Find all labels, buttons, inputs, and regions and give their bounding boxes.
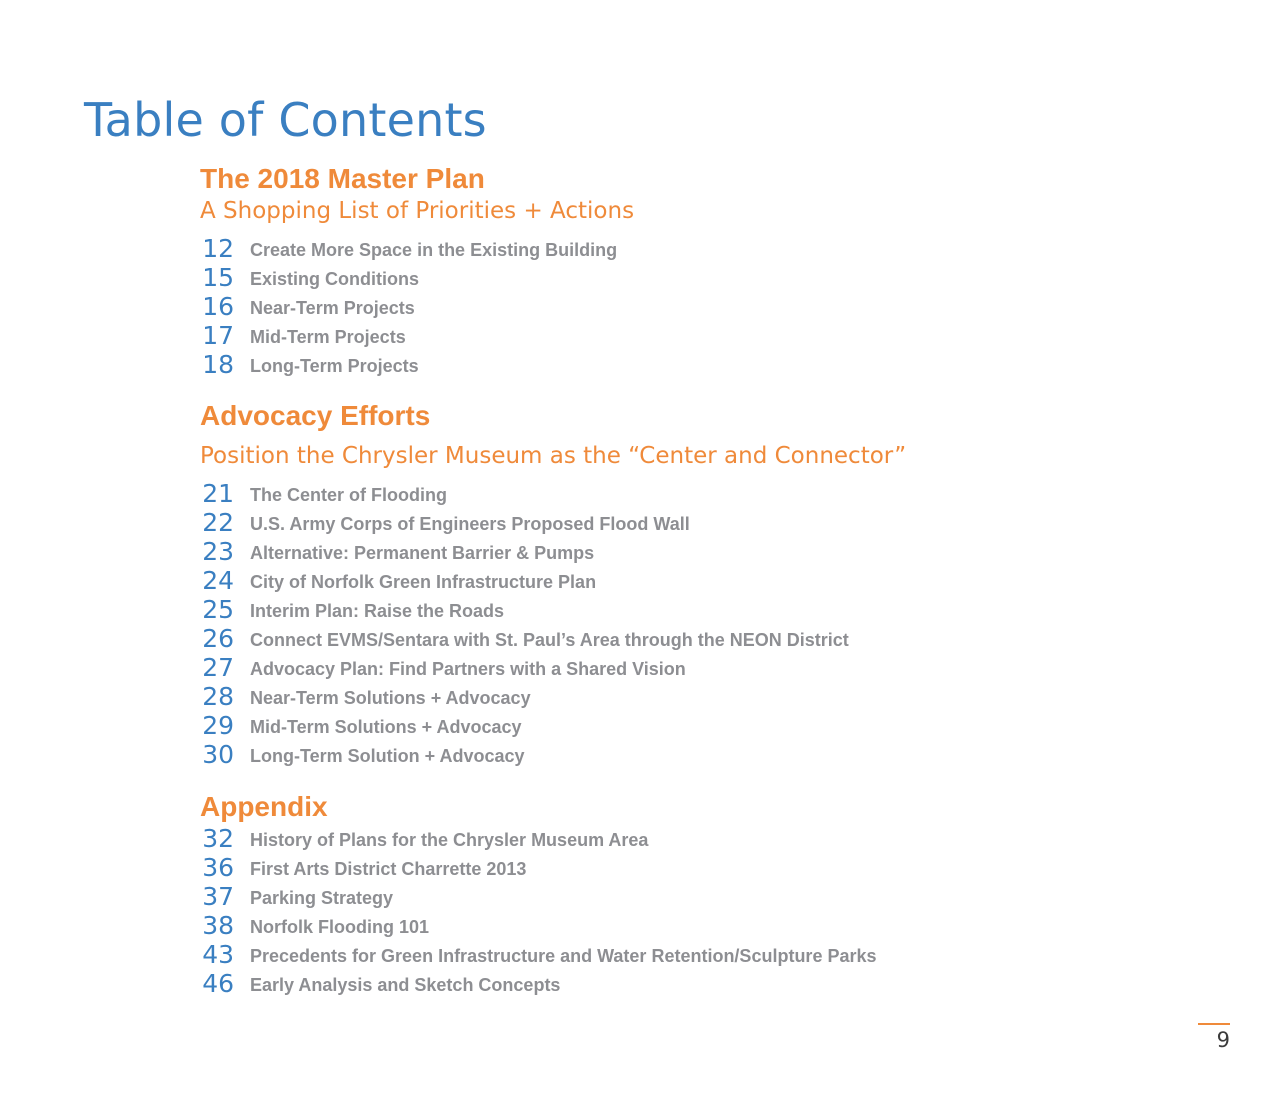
section-subtitle-advocacy: Position the Chrysler Museum as the “Center and Connector”: [200, 443, 907, 469]
toc-page-number: 21: [202, 479, 234, 508]
toc-entry[interactable]: [200, 479, 1100, 508]
toc-entry[interactable]: [200, 624, 1100, 653]
toc-entry-label: Long-Term Projects: [250, 356, 419, 376]
toc-entry[interactable]: [200, 969, 1100, 998]
toc-entry[interactable]: [200, 740, 1100, 769]
toc-page-number: 28: [202, 682, 234, 711]
toc-entry-label: Parking Strategy: [250, 888, 394, 908]
toc-entry[interactable]: [200, 882, 1100, 911]
toc-entry[interactable]: [200, 537, 1100, 566]
toc-entry[interactable]: [200, 653, 1100, 682]
toc-page-number: 29: [202, 711, 234, 740]
toc-entry[interactable]: [200, 508, 1100, 537]
toc-page-number: 12: [202, 234, 234, 263]
toc-page-number: 15: [202, 263, 234, 292]
toc-page-number: 38: [202, 911, 234, 940]
toc-page-number: 17: [202, 321, 234, 350]
toc-page-number: 18: [202, 350, 234, 379]
toc-entry[interactable]: [200, 711, 1100, 740]
section-heading-advocacy: Advocacy Efforts: [200, 400, 431, 431]
toc-page-number: 22: [202, 508, 234, 537]
page-number: 9: [1216, 1028, 1230, 1052]
toc-page-number: 46: [202, 969, 234, 998]
toc-entry[interactable]: [200, 853, 1100, 882]
toc-entry-label: Near-Term Solutions + Advocacy: [250, 688, 531, 708]
toc-entry-label: Mid-Term Projects: [250, 327, 406, 347]
section-heading-master-plan: The 2018 Master Plan: [200, 163, 485, 194]
toc-page-number: 43: [202, 940, 234, 969]
toc-entry[interactable]: [200, 292, 1100, 321]
toc-page-number: 37: [202, 882, 234, 911]
toc-entry[interactable]: [200, 940, 1100, 969]
toc-page-number: 16: [202, 292, 234, 321]
toc-entry-label: City of Norfolk Green Infrastructure Plan: [250, 572, 597, 592]
toc-entry-label: Interim Plan: Raise the Roads: [250, 601, 505, 621]
toc-entry[interactable]: [200, 595, 1100, 624]
toc-page-number: 36: [202, 853, 234, 882]
toc-entry[interactable]: [200, 682, 1100, 711]
toc-entry[interactable]: [200, 824, 1100, 853]
toc-entry-label: Create More Space in the Existing Building: [250, 240, 618, 260]
page-title: Table of Contents: [84, 93, 487, 147]
toc-entry[interactable]: [200, 234, 1100, 263]
toc-page-number: 32: [202, 824, 234, 853]
toc-page-number: 25: [202, 595, 234, 624]
toc-entry-label: Advocacy Plan: Find Partners with a Shared Vision: [250, 659, 686, 679]
toc-page-number: 23: [202, 537, 234, 566]
toc-entry-label: U.S. Army Corps of Engineers Proposed Flood Wall: [250, 514, 690, 534]
toc-page-number: 26: [202, 624, 234, 653]
toc-entry[interactable]: [200, 911, 1100, 940]
toc-page-number: 24: [202, 566, 234, 595]
toc-entry[interactable]: [200, 566, 1100, 595]
section-heading-appendix: Appendix: [200, 791, 328, 822]
toc-entry[interactable]: [200, 350, 1100, 379]
toc-entry[interactable]: [200, 321, 1100, 350]
toc-entry-label: Alternative: Permanent Barrier & Pumps: [250, 543, 595, 563]
toc-entry-label: Long-Term Solution + Advocacy: [250, 746, 525, 766]
section-subtitle-master-plan: A Shopping List of Priorities + Actions: [200, 198, 635, 224]
toc-entry-label: Existing Conditions: [250, 269, 419, 289]
toc-entry-label: Connect EVMS/Sentara with St. Paul’s Area through the NEON District: [250, 630, 849, 650]
toc-entry-label: Early Analysis and Sketch Concepts: [250, 975, 561, 995]
toc-entry-label: Mid-Term Solutions + Advocacy: [250, 717, 522, 737]
folio-rule: [1198, 1023, 1230, 1025]
toc-entry-label: History of Plans for the Chrysler Museum Area: [250, 830, 649, 850]
toc-page-number: 30: [202, 740, 234, 769]
toc-entry[interactable]: [200, 263, 1100, 292]
toc-page-number: 27: [202, 653, 234, 682]
toc-entry-label: The Center of Flooding: [250, 485, 447, 505]
toc-entry-label: Near-Term Projects: [250, 298, 415, 318]
toc-entry-label: First Arts District Charrette 2013: [250, 859, 527, 879]
toc-entry-label: Precedents for Green Infrastructure and Water Retention/Sculpture Parks: [250, 946, 877, 966]
toc-entry-label: Norfolk Flooding 101: [250, 917, 430, 937]
